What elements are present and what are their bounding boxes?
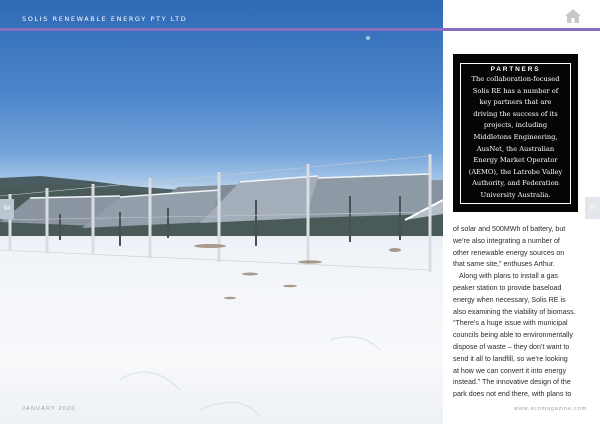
partners-sidebar	[453, 54, 578, 212]
article-line: that same site,” enthuses Arthur.	[453, 260, 555, 269]
partners-line: Authority, and Federation	[472, 179, 559, 188]
article-line: other renewable energy sources on	[453, 248, 565, 257]
article-line: energy when necessary, Solis RE is	[453, 295, 566, 304]
article-line: Along with plans to install a gas	[459, 272, 558, 281]
partners-line: Middletons Engineering,	[473, 132, 558, 141]
article-paragraph-2	[453, 271, 583, 401]
page-number-left: 94	[0, 199, 14, 219]
article-line: also examining the viability of biomass.	[453, 307, 576, 316]
article-line: we’re also integrating a number of	[453, 236, 560, 245]
home-icon[interactable]	[565, 9, 581, 23]
page-number-right: 95	[585, 197, 600, 219]
partners-line: Solis RE has a number of	[472, 86, 559, 95]
partners-line: driving the success of its	[473, 109, 558, 118]
article-line: peaker station to provide baseload	[453, 283, 562, 292]
article-line: instead.” The innovative design of the	[453, 378, 571, 387]
article-line: park does not end there, with plans to	[453, 390, 572, 399]
partners-line: AusNet, the Australian	[476, 144, 555, 153]
article-paragraph-1	[453, 224, 583, 271]
article-line: “There’s a huge issue with municipal	[453, 319, 568, 328]
issue-date: JANUARY 2020	[22, 406, 76, 412]
company-name: SOLIS RENEWABLE ENERGY PTY LTD	[22, 15, 188, 23]
article-line: send it all to landfill, so we’re looking	[453, 354, 568, 363]
article-line: of solar and 500MWh of battery, but	[453, 225, 566, 233]
magazine-url-link[interactable]: www.ecomagazine.com	[514, 406, 587, 412]
header-rule	[0, 28, 600, 31]
article-body	[453, 224, 583, 401]
partners-line: key partners that are	[479, 98, 552, 107]
partners-line: (AEMO), the Latrobe Valley	[468, 167, 563, 176]
article-line: at how we can convert it into energy	[453, 366, 567, 375]
partners-line: projects, including	[483, 121, 548, 130]
article-line: councils being able to environmentally	[453, 331, 573, 340]
article-line: dispose of waste – they don’t want to	[453, 342, 570, 351]
partners-line: University Australia.	[480, 190, 551, 199]
partners-line: The collaboration-focused	[471, 75, 560, 83]
partners-line: Energy Market Operator	[473, 156, 558, 165]
partners-title-text: PARTNERS	[487, 65, 545, 74]
partners-body	[465, 74, 566, 202]
